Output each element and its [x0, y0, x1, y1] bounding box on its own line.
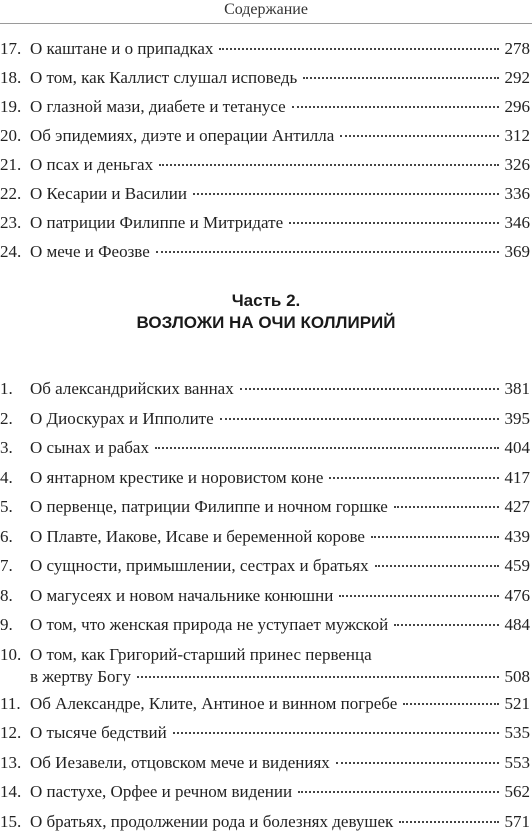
entry-number: 5. [0, 496, 30, 518]
entry-number: 20. [0, 125, 30, 147]
toc-entry[interactable] [0, 722, 530, 752]
entry-page: 535 [499, 722, 531, 744]
entry-page: 404 [499, 437, 531, 459]
toc-entry[interactable] [0, 555, 530, 585]
dot-leader [394, 624, 498, 626]
entry-title: О том, что женская природа не уступает мужской [30, 614, 394, 636]
dot-leader [193, 193, 499, 195]
dot-leader [371, 536, 499, 538]
dot-leader [159, 164, 498, 166]
toc-entry[interactable] [0, 781, 530, 811]
entry-title: О Плавте, Иакове, Исаве и беременной корове [30, 526, 371, 548]
dot-leader [220, 418, 499, 420]
entry-number: 15. [0, 811, 30, 833]
entry-page: 521 [499, 693, 531, 715]
dot-leader [289, 222, 498, 224]
dot-leader [173, 732, 499, 734]
entry-title: О том, как Григорий-старший принес первенца [30, 644, 530, 666]
entry-page: 459 [499, 555, 531, 577]
dot-leader [336, 762, 499, 764]
toc-entry[interactable] [0, 585, 530, 615]
part2-toc-list [0, 378, 530, 840]
entry-number: 6. [0, 526, 30, 548]
dot-leader [375, 565, 499, 567]
dot-leader [240, 388, 499, 390]
dot-leader [298, 791, 498, 793]
entry-page: 553 [499, 752, 531, 774]
entry-title: О Диоскурах и Ипполите [30, 408, 220, 430]
dot-leader [329, 477, 498, 479]
entry-page: 484 [499, 614, 531, 636]
toc-entry[interactable] [0, 437, 530, 467]
entry-page: 381 [499, 378, 531, 400]
entry-number: 14. [0, 781, 30, 803]
entry-number: 2. [0, 408, 30, 430]
toc-entry[interactable] [0, 183, 530, 212]
entry-number: 12. [0, 722, 30, 744]
entry-number: 4. [0, 467, 30, 489]
entry-page: 571 [499, 811, 531, 833]
toc-entry[interactable] [0, 96, 530, 125]
entry-title: Об эпидемиях, диэте и операции Антилла [30, 125, 340, 147]
dot-leader [303, 77, 498, 79]
entry-number: 3. [0, 437, 30, 459]
entry-title: О пастухе, Орфее и речном видении [30, 781, 298, 803]
dot-leader [156, 251, 499, 253]
entry-number: 18. [0, 67, 30, 89]
entry-title: Об Иезавели, отцовском мече и видениях [30, 752, 336, 774]
dot-leader [339, 595, 498, 597]
entry-number: 13. [0, 752, 30, 774]
entry-title: О сынах и рабах [30, 437, 155, 459]
entry-title-last-line [30, 666, 530, 688]
entry-number: 8. [0, 585, 30, 607]
entry-number: 22. [0, 183, 30, 205]
entry-title: О мече и Феозве [30, 241, 156, 263]
entry-page: 326 [499, 154, 531, 176]
toc-entry[interactable] [0, 38, 530, 67]
dot-leader [394, 506, 499, 508]
toc-entry[interactable] [0, 693, 530, 723]
header-divider [0, 23, 532, 24]
entry-page: 439 [499, 526, 531, 548]
entry-page: 562 [499, 781, 531, 803]
toc-entry[interactable] [0, 496, 530, 526]
running-head: Содержание [0, 0, 532, 20]
entry-title: О сущности, примышлении, сестрах и братьях [30, 555, 375, 577]
toc-entry[interactable] [0, 378, 530, 408]
dot-leader [403, 703, 498, 705]
entry-number: 17. [0, 38, 30, 60]
toc-entry[interactable] [0, 154, 530, 183]
entry-title: О каштане и о припадках [30, 38, 219, 60]
dot-leader [399, 821, 498, 823]
toc-entry[interactable] [0, 752, 530, 782]
toc-entry[interactable] [0, 125, 530, 154]
entry-title: О Кесарии и Василии [30, 183, 193, 205]
toc-entry[interactable] [0, 467, 530, 497]
part1-toc-list [0, 38, 530, 270]
toc-entry[interactable] [0, 212, 530, 241]
entry-number: 21. [0, 154, 30, 176]
entry-title: О янтарном крестике и норовистом коне [30, 467, 329, 489]
entry-page: 346 [499, 212, 531, 234]
entry-title: О глазной мази, диабете и тетанусе [30, 96, 292, 118]
part-label: Часть 2. [0, 290, 532, 312]
dot-leader [340, 135, 498, 137]
entry-title: О магусеях и новом начальнике конюшни [30, 585, 339, 607]
entry-page: 476 [499, 585, 531, 607]
entry-page: 278 [499, 38, 531, 60]
entry-page: 427 [499, 496, 531, 518]
entry-number: 1. [0, 378, 30, 400]
entry-title: О братьях, продолжении рода и болезнях девушек [30, 811, 399, 833]
entry-page: 395 [499, 408, 531, 430]
entry-title: О первенце, патриции Филиппе и ночном горшке [30, 496, 394, 518]
entry-page: 292 [499, 67, 531, 89]
entry-number: 23. [0, 212, 30, 234]
entry-page: 417 [499, 467, 531, 489]
toc-entry[interactable] [0, 614, 530, 644]
entry-number: 19. [0, 96, 30, 118]
entry-page: 508 [499, 666, 531, 688]
dot-leader [219, 48, 498, 50]
part-heading [0, 290, 532, 334]
entry-title: О псах и деньгах [30, 154, 159, 176]
entry-number: 24. [0, 241, 30, 263]
entry-page: 369 [499, 241, 531, 263]
entry-title-continuation: в жертву Богу [30, 666, 137, 688]
toc-entry[interactable] [0, 408, 530, 438]
toc-entry[interactable] [0, 67, 530, 96]
toc-entry[interactable] [0, 241, 530, 270]
entry-page: 312 [499, 125, 531, 147]
entry-title: О том, как Каллист слушал исповедь [30, 67, 303, 89]
entry-number: 9. [0, 614, 30, 636]
dot-leader [137, 676, 499, 678]
entry-title: О тысяче бедствий [30, 722, 173, 744]
entry-number: 11. [0, 693, 30, 715]
entry-page: 336 [499, 183, 531, 205]
dot-leader [292, 106, 499, 108]
dot-leader [155, 447, 499, 449]
toc-entry[interactable] [0, 526, 530, 556]
entry-page: 296 [499, 96, 531, 118]
part-title: ВОЗЛОЖИ НА ОЧИ КОЛЛИРИЙ [0, 312, 532, 334]
entry-number: 10. [0, 644, 30, 666]
entry-title: Об александрийских ваннах [30, 378, 240, 400]
entry-number: 7. [0, 555, 30, 577]
entry-title: Об Александре, Клите, Антиное и винном погребе [30, 693, 403, 715]
toc-entry[interactable] [0, 644, 530, 693]
entry-title-block [30, 644, 530, 688]
entry-title: О патриции Филиппе и Митридате [30, 212, 289, 234]
